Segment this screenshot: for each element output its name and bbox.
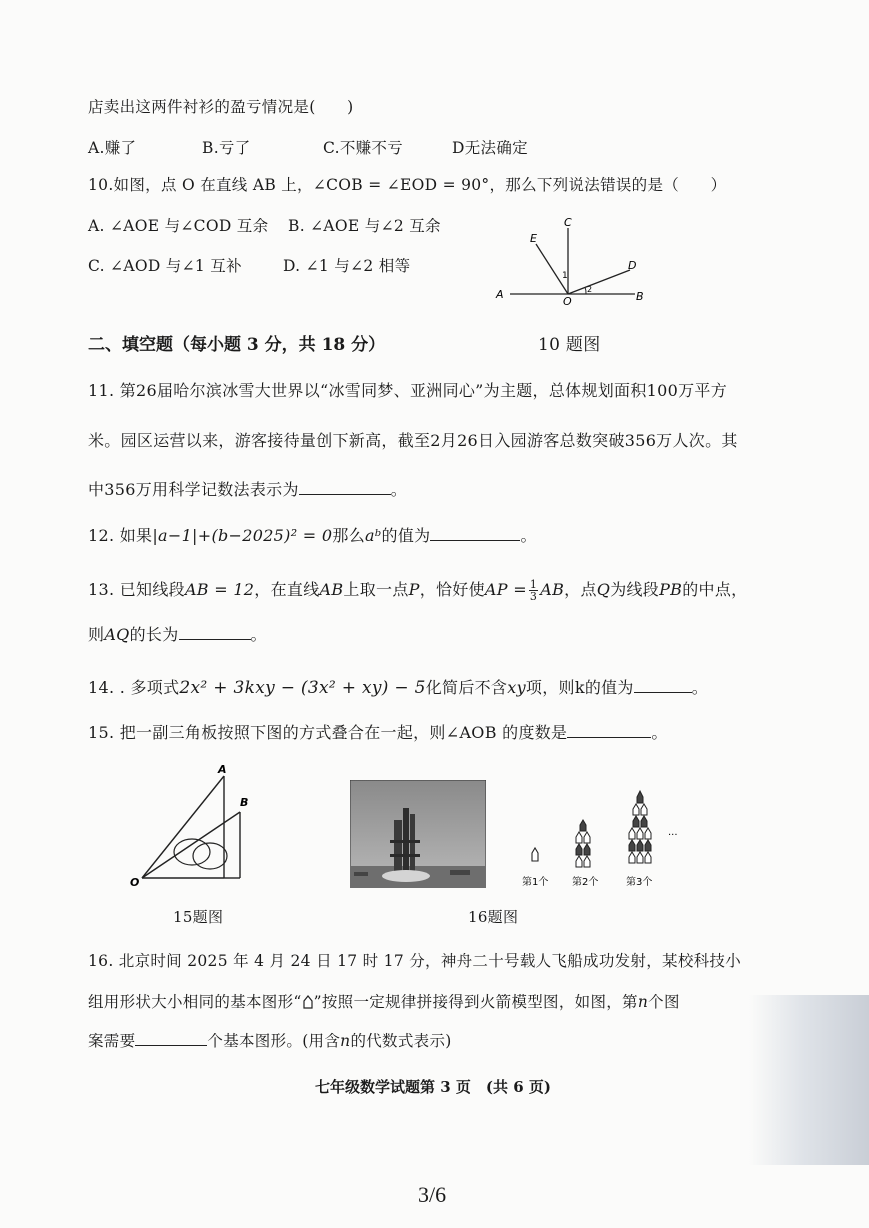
scan-shadow [749, 995, 869, 1165]
q9-stem: 店卖出这两件衬衫的盈亏情况是( ) [88, 98, 354, 116]
q16-n: n [637, 993, 649, 1011]
q13-line2 [88, 622, 267, 645]
q13-ap-eq: AP = [484, 580, 527, 599]
q16-line3 [88, 1029, 452, 1051]
q9-option-a: A.赚了 [88, 139, 137, 157]
pattern-3-label: 第3个 [626, 877, 653, 888]
q13-answer-blank[interactable] [179, 625, 251, 640]
q10-caption: 10 题图 [538, 335, 601, 355]
q12-expression: |a−1|+(b−2025)² = 0 [152, 526, 333, 545]
q11-line3-text: 中356万用科学记数法表示为 [88, 480, 299, 499]
q13-line1 [88, 577, 747, 602]
q10-label-1: 1 [562, 271, 568, 281]
q15-label-a: A [218, 763, 227, 776]
q10-label-b: B [636, 290, 644, 303]
q11-line3 [88, 477, 407, 500]
q13-aq: AQ [104, 625, 130, 644]
q10-figure [490, 212, 650, 307]
q13-ab2: AB [540, 580, 565, 599]
q10-option-d: D. ∠1 与∠2 相等 [283, 257, 411, 275]
pattern-1-label: 第1个 [522, 877, 549, 888]
q13-ab: AB [319, 580, 344, 599]
q14-xy: xy [507, 678, 526, 697]
q13-text-d: ，恰好使 [419, 580, 485, 599]
q10-option-a: A. ∠AOE 与∠COD 互余 [88, 217, 269, 235]
q16-text-c: 个图 [648, 993, 680, 1011]
q15-text: 15. 把一副三角板按照下图的方式叠合在一起，则∠AOB 的度数是 [88, 723, 568, 742]
q13-text-e: ，点 [564, 580, 597, 599]
q13-ab-eq: AB = 12 [184, 580, 255, 599]
q13-text-a: 13. 已知线段 [88, 580, 185, 599]
section-2-title: 二、填空题（每小题 3 分，共 18 分） [88, 335, 386, 355]
q13-q: Q [596, 580, 611, 599]
q10-stem: 10.如图，点 O 在直线 AB 上，∠COB = ∠EOD = 90°，那么下列说法错误的是（ ） [88, 176, 727, 194]
q10-option-b: B. ∠AOE 与∠2 互余 [288, 217, 441, 235]
q10-label-a: A [496, 288, 504, 301]
q12-power: aᵇ [365, 526, 382, 545]
q16-text-e: 个基本图形。(用含 [207, 1032, 341, 1050]
page-footer: 七年级数学试题第 3 页 (共 6 页) [315, 1078, 551, 1096]
q13-fraction [529, 579, 538, 602]
q15-answer-blank[interactable] [567, 723, 651, 738]
q15-label-o: O [130, 876, 140, 889]
page-number: 3/6 [418, 1182, 447, 1207]
pattern-1-shape [532, 848, 538, 861]
q16-line1: 16. 北京时间 2025 年 4 月 24 日 17 时 17 分，神舟二十号载人飞船成功发射，某校科技小 [88, 952, 742, 970]
q13-p: P [408, 580, 420, 599]
q12-end: 。 [520, 526, 537, 545]
q16-text-a: 组用形状大小相同的基本图形“ [88, 993, 302, 1011]
q10-label-2: 2 [587, 285, 593, 294]
q10-label-d: D [628, 259, 637, 272]
q12-suffix: 的值为 [381, 526, 431, 545]
q16-line2 [88, 990, 680, 1012]
q13-text-g: 的中点， [682, 580, 748, 599]
q10-label-c: C [564, 216, 572, 229]
basic-shape-icon [302, 995, 314, 1009]
pattern-3-shapes [629, 791, 651, 863]
q14-prefix: 14. . 多项式 [88, 678, 180, 697]
q16-text-d: 案需要 [88, 1032, 136, 1050]
rocket-launch-photo [350, 780, 486, 888]
pattern-ellipsis: ... [668, 827, 678, 838]
pattern-2-shapes [576, 820, 590, 867]
q13-frac-num: 1 [529, 578, 538, 591]
rocket-pattern-figure [520, 785, 690, 890]
q16-n-2: n [340, 1032, 351, 1050]
q14-line [88, 675, 708, 698]
q13-text-h: 则 [88, 625, 105, 644]
q12-prefix: 12. 如果 [88, 526, 153, 545]
q15-figure [120, 760, 260, 890]
q16-text-f: 的代数式表示) [350, 1032, 452, 1050]
q10-option-c: C. ∠AOD 与∠1 互补 [88, 257, 242, 275]
q13-text-i: 的长为 [129, 625, 179, 644]
q10-label-o: O [563, 295, 572, 307]
q14-end: 。 [691, 678, 709, 697]
q14-suffix: 项，则k的值为 [525, 678, 634, 697]
q11-line1: 11. 第26届哈尔滨冰雪大世界以“冰雪同梦、亚洲同心”为主题，总体规划面积100万平方 [88, 381, 727, 400]
q12-answer-blank[interactable] [430, 526, 520, 541]
q10-label-e: E [530, 232, 537, 245]
q15-end: 。 [651, 723, 668, 742]
q13-frac-den: 3 [529, 590, 538, 603]
q16-answer-blank[interactable] [135, 1031, 207, 1046]
q16-text-b: ”按照一定规律拼接得到火箭模型图，如图，第 [313, 993, 638, 1011]
q15-label-b: B [240, 796, 249, 809]
q12-line [88, 523, 537, 546]
q9-option-c: C.不赚不亏 [323, 139, 404, 157]
q14-middle: 化简后不含 [425, 678, 508, 697]
q16-caption: 16题图 [468, 908, 519, 926]
q13-end: 。 [250, 625, 267, 644]
q13-pb: PB [659, 580, 683, 599]
q13-text-b: ，在直线 [254, 580, 320, 599]
q11-answer-blank[interactable] [299, 480, 391, 495]
q11-line3-end: 。 [390, 480, 408, 499]
q12-middle: 那么 [332, 526, 365, 545]
q11-line2: 米。园区运营以来，游客接待量创下新高，截至2月26日入园游客总数突破356万人次。其 [88, 431, 738, 450]
q14-expression: 2x² + 3kxy − (3x² + xy) − 5 [179, 678, 426, 698]
pattern-2-label: 第2个 [572, 877, 599, 888]
q15-caption: 15题图 [173, 908, 224, 926]
q15-line [88, 720, 668, 743]
q9-option-d: D无法确定 [452, 139, 528, 157]
q9-option-b: B.亏了 [202, 139, 251, 157]
q13-text-c: 上取一点 [343, 580, 409, 599]
q14-answer-blank[interactable] [634, 678, 692, 693]
q13-text-f: 为线段 [610, 580, 660, 599]
